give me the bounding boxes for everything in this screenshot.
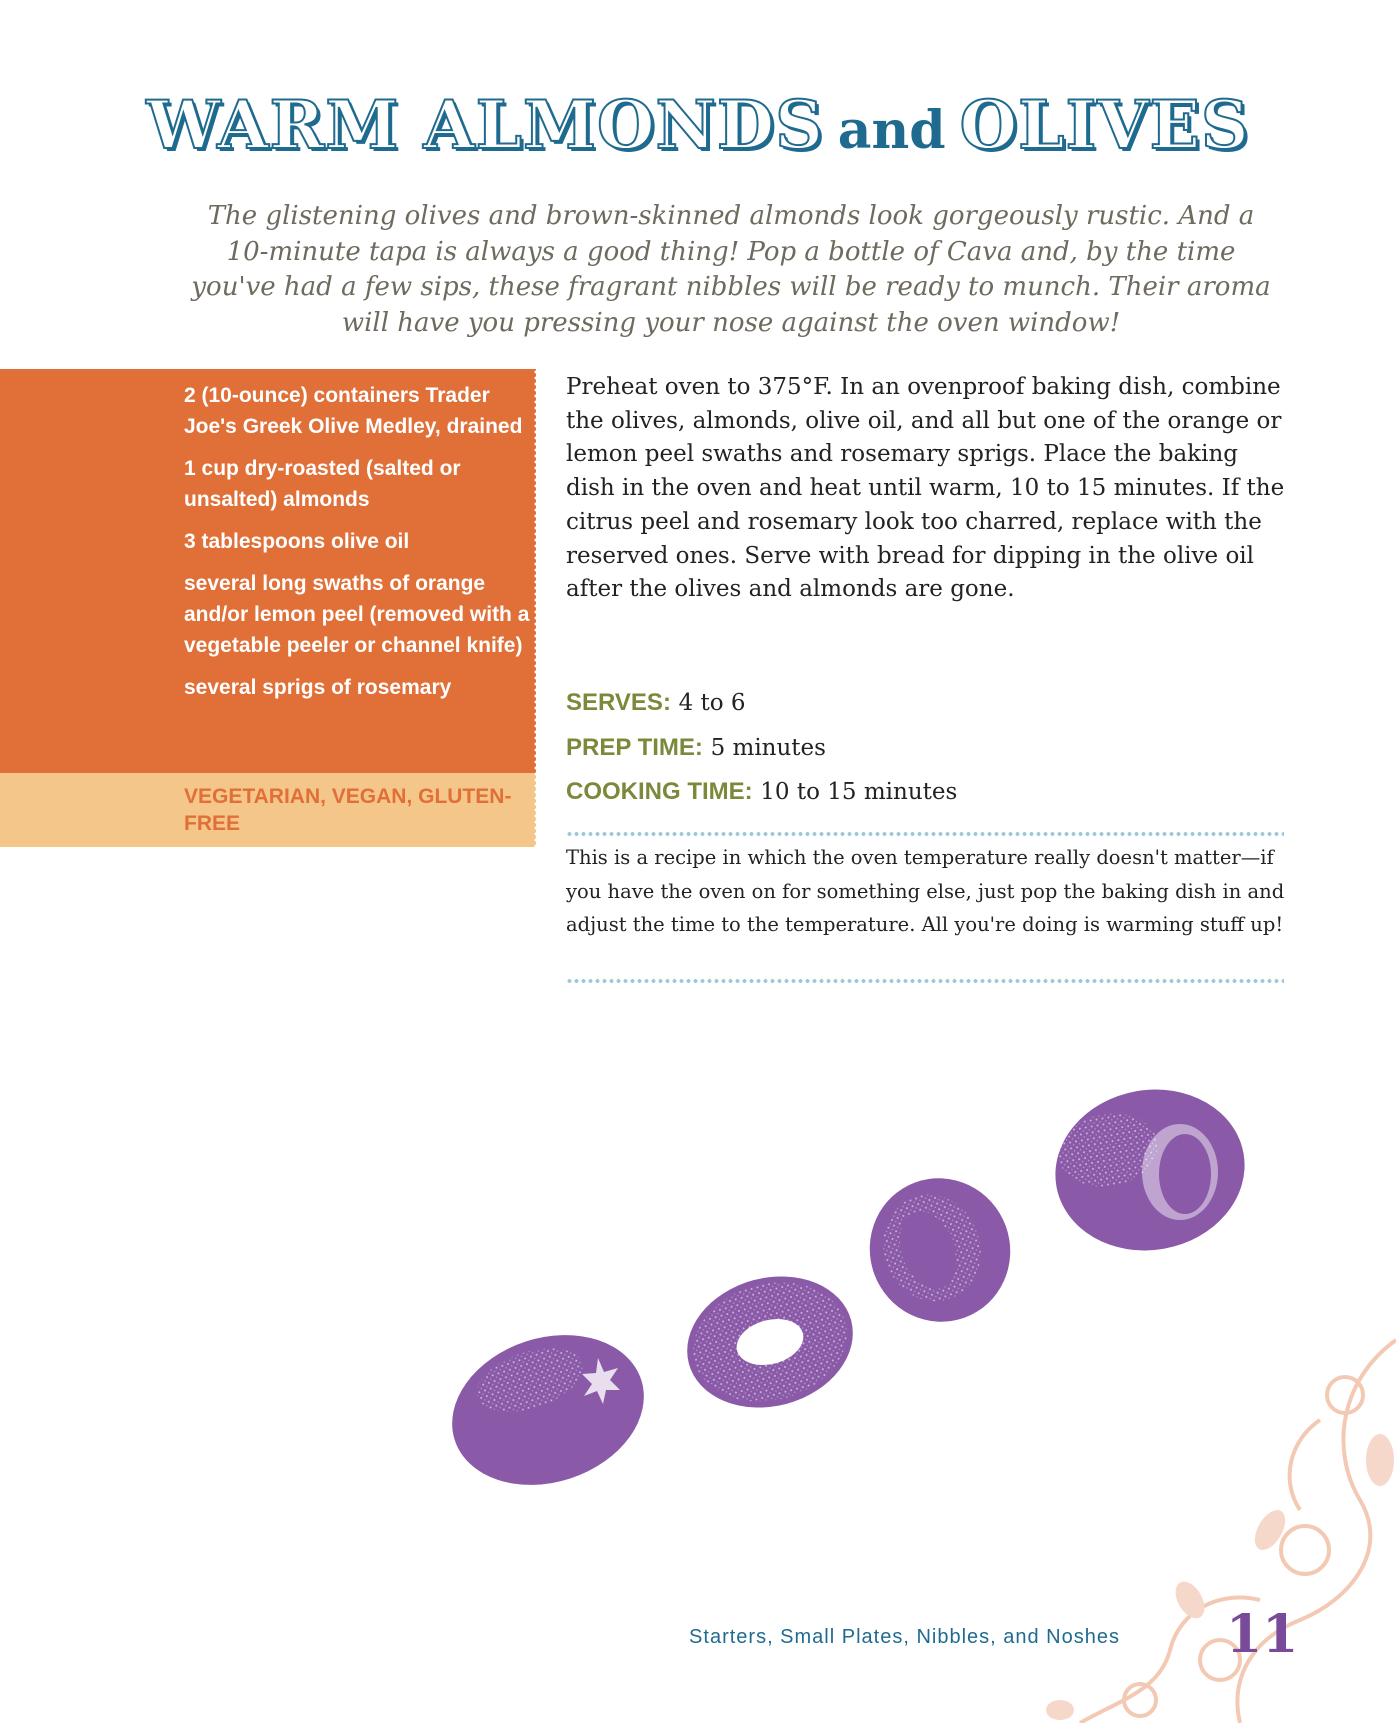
serves-label: SERVES:: [566, 689, 671, 716]
ingredient-item: 3 tablespoons olive oil: [184, 530, 410, 553]
intro-text: The glistening olives and brown-skinned almonds look gorgeously rustic. And a 10-minute tapa is always a good thing! Pop a bottle of Cava and, by the time you've had a few sips, these fragrant nibbles will be ready to munch. Their aroma will have you pressing your nose against the oven window!: [191, 201, 1271, 338]
ingredient-item: 1 cup dry-roasted (salted or unsalted) almonds: [184, 457, 461, 511]
ingredients-list: [184, 380, 534, 714]
whole-olive: [440, 1311, 663, 1509]
serves-value: 4 to 6: [678, 690, 746, 716]
cooking-time-label: COOKING TIME:: [566, 778, 753, 805]
perforated-edge: [533, 369, 539, 847]
ingredient-item: several sprigs of rosemary: [184, 676, 452, 699]
prep-time-value: 5 minutes: [710, 735, 826, 761]
footer-section-title: Starters, Small Plates, Nibbles, and Noshes: [689, 1626, 1120, 1648]
title-part-2: and: [837, 100, 946, 161]
olive-slice-1: [672, 1258, 867, 1425]
serves-line: [566, 687, 1286, 718]
dietary-label: VEGETARIAN, VEGAN, GLUTEN-FREE: [184, 785, 512, 835]
method-text: Preheat oven to 375°F. In an ovenproof baking dish, combine the olives, almonds, olive oil, and all but one of the orange or lemon peel swaths and rosemary sprigs. Place the baking dish in the oven and heat until warm, 10 to 15 minutes. If the citrus peel and rosemary look too charred, replace with the reserved ones. Serve with bread for dipping in the olive oil after the olives and almonds are gone.: [566, 374, 1285, 603]
page-number: 11: [1226, 1604, 1299, 1665]
tip-divider-bottom: [566, 978, 1284, 984]
title-part-1: WARM ALMONDS: [146, 86, 824, 164]
prep-time-line: [566, 732, 1286, 763]
cooking-time-value: 10 to 15 minutes: [760, 779, 958, 805]
recipe-title: [0, 86, 1396, 164]
pitted-olive: [1043, 1080, 1258, 1265]
tip-text: This is a recipe in which the oven temperature really doesn't matter—if you have the oven on for something else, just pop the baking dish in and adjust the time to the temperature. All you're doing is warming stuff up!: [566, 846, 1285, 936]
tip-divider-top: [566, 831, 1284, 837]
ingredient-item: several long swaths of orange and/or lemon peel (removed with a vegetable peeler or channel knife): [184, 572, 530, 657]
prep-time-label: PREP TIME:: [566, 734, 703, 761]
floral-flourish: [1000, 1300, 1396, 1723]
title-part-3: OLIVES: [959, 86, 1250, 164]
cooking-time-line: [566, 776, 1286, 807]
ingredient-item: 2 (10-ounce) containers Trader Joe's Greek Olive Medley, drained: [184, 384, 523, 438]
